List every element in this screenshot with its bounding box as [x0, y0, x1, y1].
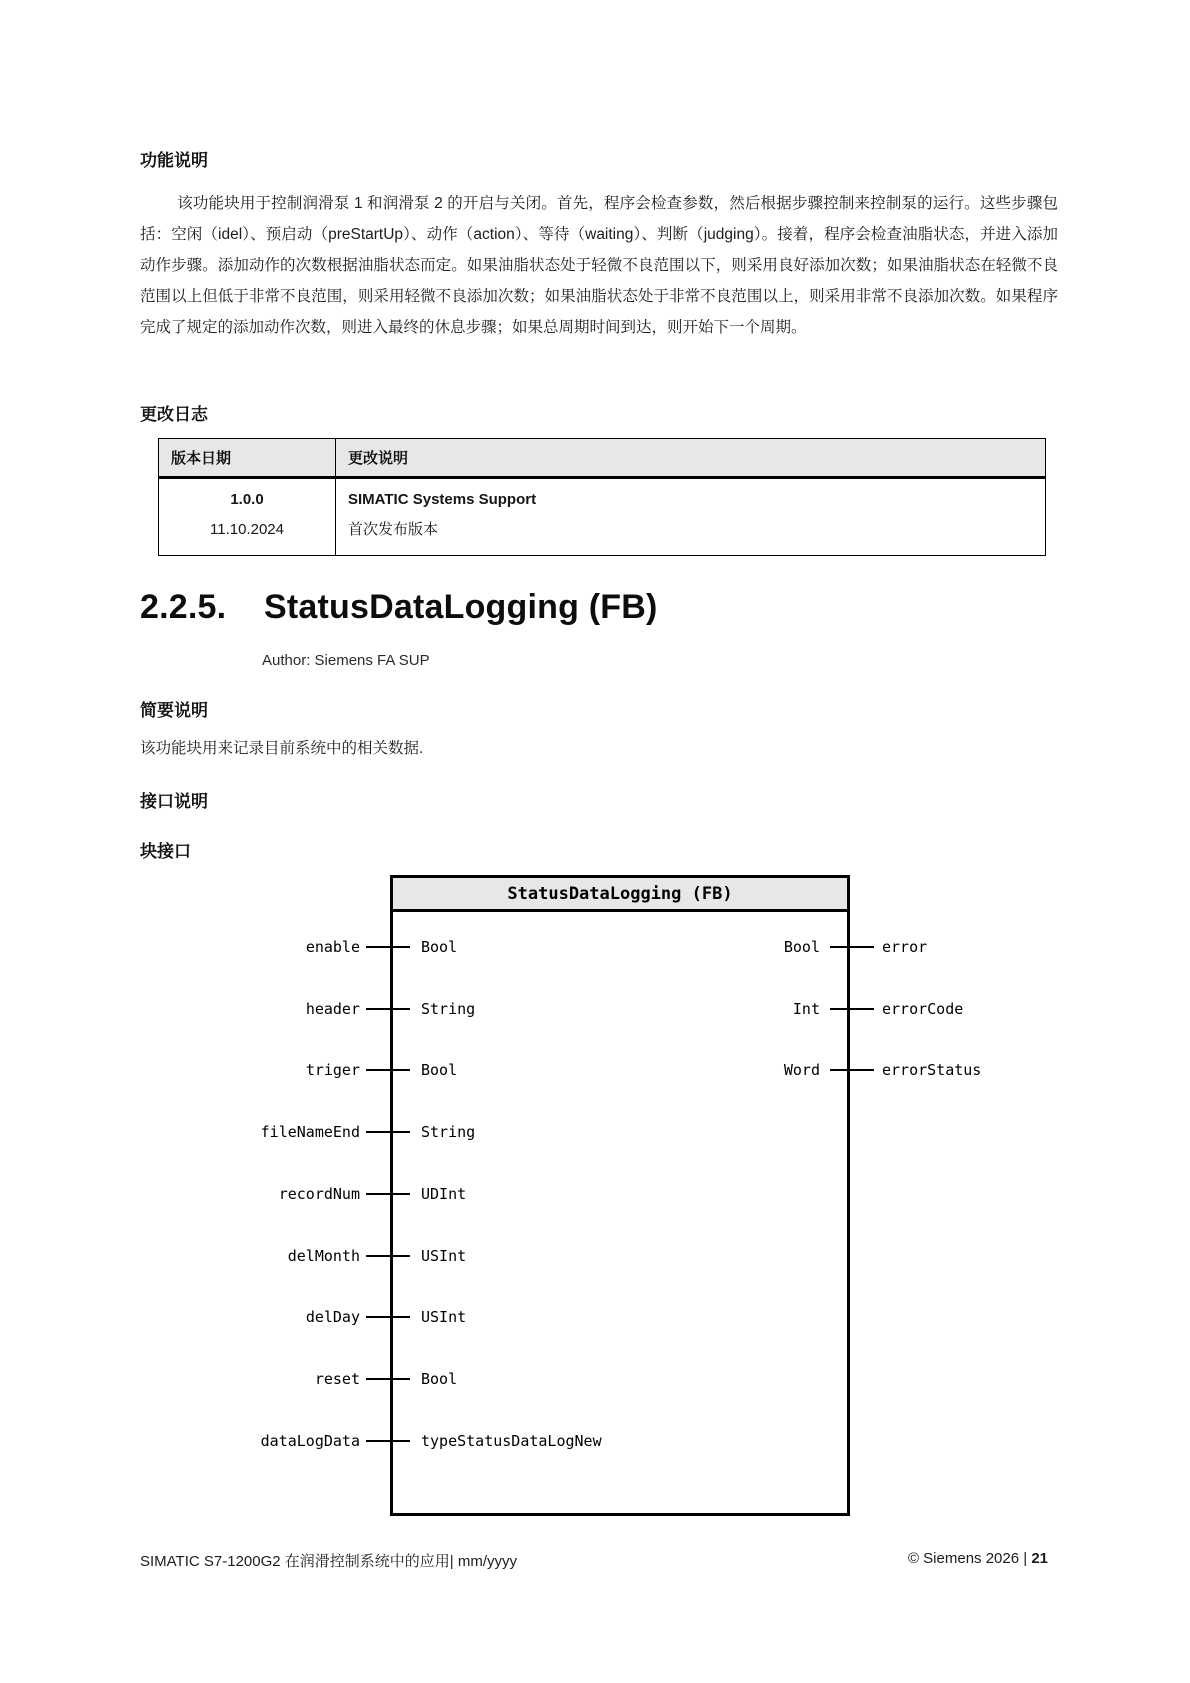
footer-page-number: 21: [1031, 1550, 1048, 1567]
pin-line: [366, 1440, 410, 1442]
pin-label: errorStatus: [882, 1061, 982, 1080]
pin-line: [830, 946, 874, 948]
function-block-diagram: [0, 875, 1190, 1535]
change-description: 首次发布版本: [348, 521, 439, 538]
pin-type: Word: [783, 1061, 820, 1080]
pin-label: enable: [305, 938, 360, 956]
pin-type: String: [421, 1123, 476, 1142]
pin-type: Bool: [421, 1369, 458, 1388]
pin-line: [366, 1131, 410, 1133]
pin-line: [366, 1316, 410, 1318]
section-title: StatusDataLogging (FB): [264, 588, 658, 626]
footer-copyright-text: © Siemens 2026 |: [907, 1550, 1032, 1567]
function-description-heading: 功能说明: [140, 151, 208, 170]
change-log-header-description: 更改说明: [336, 439, 1046, 478]
pin-type: USInt: [421, 1308, 467, 1327]
change-log-row: [159, 478, 1046, 556]
function-block-title: StatusDataLogging (FB): [393, 878, 847, 912]
change-log-table: [158, 438, 1046, 556]
block-interface-heading: 块接口: [140, 842, 191, 861]
pin-label: header: [305, 999, 360, 1018]
brief-description-body: 该功能块用来记录目前系统中的相关数据.: [140, 740, 424, 757]
pin-label: fileNameEnd: [260, 1123, 360, 1142]
pin-label: delDay: [305, 1308, 360, 1327]
footer-copyright: [908, 1550, 1048, 1571]
pin-label: dataLogData: [260, 1431, 360, 1450]
section-heading: [140, 588, 657, 627]
change-log-header-row: [159, 439, 1046, 478]
change-log-header-version-date: 版本日期: [159, 439, 336, 478]
pin-type: String: [421, 999, 476, 1018]
pin-type: USInt: [421, 1246, 467, 1265]
pin-type: Int: [792, 999, 820, 1018]
pin-type: Bool: [421, 938, 458, 956]
section-number: 2.2.5.: [140, 588, 227, 626]
page-footer: [140, 1550, 1048, 1571]
pin-line: [830, 1008, 874, 1010]
pin-type: Bool: [421, 1061, 458, 1080]
version-number: 1.0.0: [230, 491, 264, 508]
pin-type: UDInt: [421, 1184, 467, 1203]
pin-label: triger: [305, 1061, 360, 1080]
footer-document-title: SIMATIC S7-1200G2 在润滑控制系统中的应用| mm/yyyy: [140, 1553, 518, 1570]
pin-line: [830, 1069, 874, 1071]
pin-line: [366, 1069, 410, 1071]
change-log-description-cell: [336, 478, 1046, 556]
change-log-version-cell: [159, 478, 336, 556]
change-author: SIMATIC Systems Support: [348, 491, 537, 508]
pin-type: typeStatusDataLogNew: [421, 1431, 602, 1450]
pin-label: error: [882, 938, 928, 956]
pin-label: reset: [314, 1369, 360, 1388]
pin-label: recordNum: [278, 1184, 360, 1203]
pin-label: delMonth: [287, 1246, 360, 1265]
pin-line: [366, 1255, 410, 1257]
pin-line: [366, 1378, 410, 1380]
pin-type: Bool: [783, 938, 820, 956]
function-description-paragraph: 该功能块用于控制润滑泵 1 和润滑泵 2 的开启与关闭。首先，程序会检查参数，然后根据步骤控制来控制泵的运行。这些步骤包括：空闲（idel）、预启动（preStartUp）、动作（action）、等待（waiting）、判断（judging）。接着，程序会检查油脂状态，并进入添加动作步骤。添加动作的次数根据油脂状态而定。如果油脂状态处于轻微不良范围以下，则采用良好添加次数；如果油脂状态在轻微不良范围以上但低于非常不良范围，则采用轻微不良添加次数；如果油脂状态处于非常不良范围以上，则采用非常不良添加次数。如果程序完成了规定的添加动作次数，则进入最终的休息步骤；如果总周期时间到达，则开始下一个周期。: [140, 195, 1058, 336]
version-date: 11.10.2024: [210, 521, 284, 538]
pin-line: [366, 1008, 410, 1010]
pin-line: [366, 1193, 410, 1195]
pin-line: [366, 946, 410, 948]
author-line: Author: Siemens FA SUP: [262, 652, 430, 669]
pin-label: errorCode: [882, 999, 964, 1018]
change-log-heading: 更改日志: [140, 405, 208, 424]
brief-description-heading: 简要说明: [140, 701, 208, 720]
interface-description-heading: 接口说明: [140, 792, 208, 811]
